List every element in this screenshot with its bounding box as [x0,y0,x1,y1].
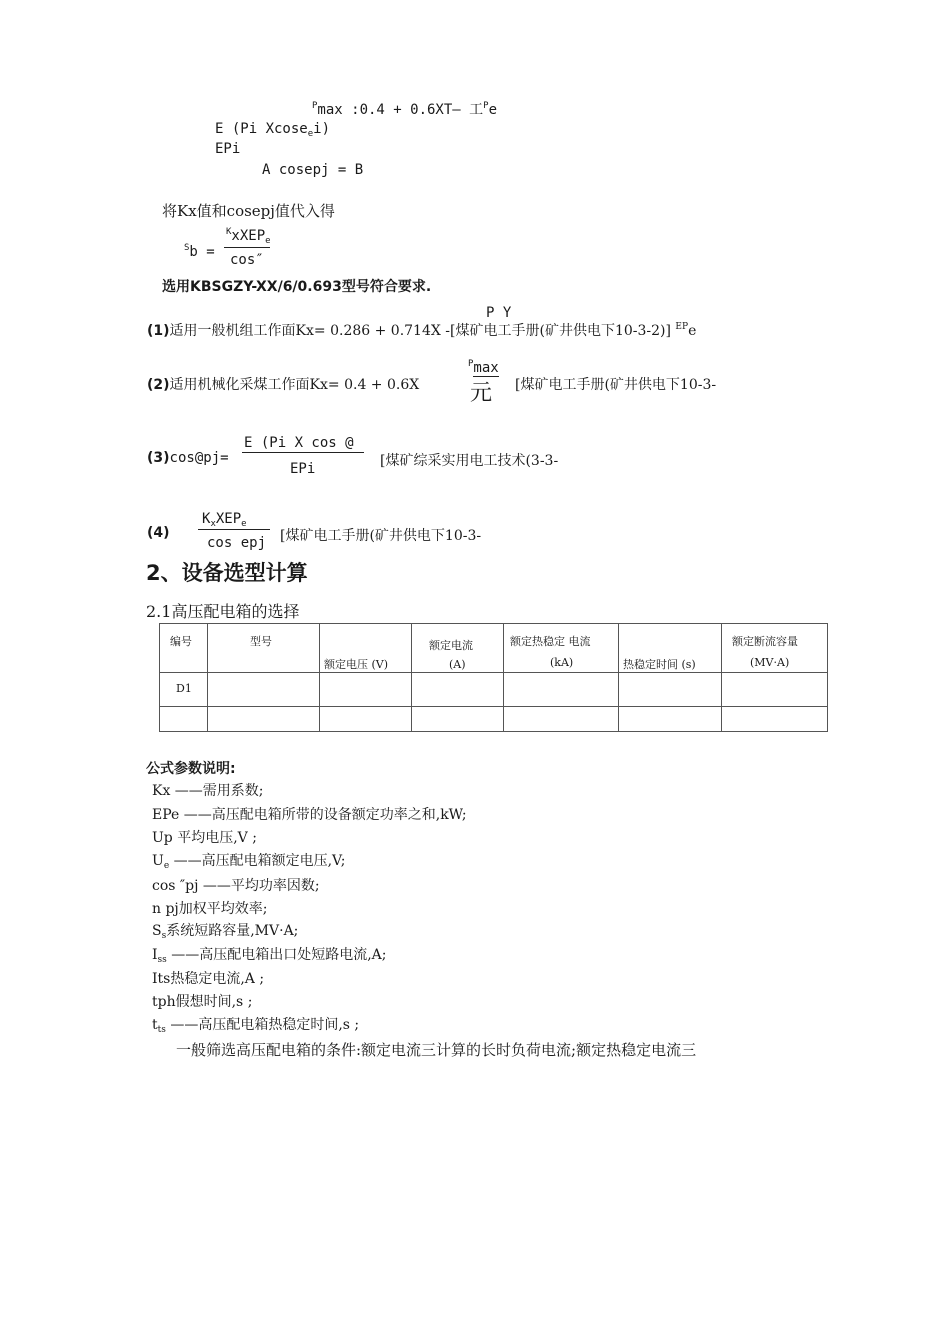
section-subtitle: 2.1高压配电箱的选择 [146,602,300,621]
item1-over-text: P Y [486,305,512,321]
table-cell: D1 [160,673,208,707]
sb-numerator: $^K$xXEP$_e$ [226,227,271,246]
param-line: cos ″pj ——平均功率因数; [152,878,320,894]
table-cell [320,673,412,707]
item3-lhs: (3)cos@pj= [147,450,229,466]
header-breaking-capacity-unit: (MV·A) [750,656,790,669]
param-line: Its热稳定电流,A ; [152,971,265,987]
item2-reference: [煤矿电工手册(矿井供电下10-3- [515,377,717,393]
item3-numerator: E (Pi X cos @ [244,435,354,451]
param-line: $U_e$ ——高压配电箱额定电压,V; [152,853,346,871]
table-row [160,673,828,707]
item4-denominator: cos epj [207,535,267,551]
param-line: Up 平均电压,V ; [152,830,257,846]
item1-line: (1)适用一般机组工作面Kx= 0.286 + 0.714X -[煤矿电工手册(矿井供电下10-3-2)] $^{EP}$e [147,322,697,339]
header-number: 编号 [170,635,192,648]
item2-frac-denominator: 元 [470,381,493,406]
item4-number: (4) [147,525,170,541]
table-cell [320,707,412,732]
param-line: n pj加权平均效率; [152,901,268,917]
table-cell [504,673,619,707]
param-line: $t_{ts}$ ——高压配电箱热稳定时间,s ; [152,1017,360,1035]
table-header-row [160,624,828,673]
item2-line: (2)适用机械化采煤工作面Kx= 0.4 + 0.6X [147,377,420,393]
params-title: 公式参数说明: [146,761,236,777]
cos-denominator: EPi [215,141,241,157]
header-thermal-current-unit: (kA) [550,656,574,669]
header-thermal-time: 热稳定时间 (s) [623,658,696,671]
table-cell [412,673,504,707]
cos-numerator: E (Pi Xcose$_e$i) [215,121,330,139]
table-cell [208,707,320,732]
sb-fraction-bar [224,247,270,248]
cos-result: A cosepj = B [262,162,364,178]
item2-frac-numerator: $^P$max [468,359,499,376]
param-line: $I_{ss}$ ——高压配电箱出口处短路电流,A; [152,947,387,965]
param-line: Kx ——需用系数; [152,783,264,799]
distribution-box-table [159,623,828,732]
param-line: EPe ——高压配电箱所带的设备额定功率之和,kW; [152,807,467,823]
param-line: $S_s$系统短路容量,MV·A; [152,923,299,941]
table-cell [160,707,208,732]
param-line: tph假想时间,s ; [152,994,253,1010]
table-cell [722,707,828,732]
header-rated-current-unit: (A) [449,658,466,671]
selection-note: 选用KBSGZY-XX/6/0.693型号符合要求. [162,279,432,295]
table-cell [412,707,504,732]
item3-fraction-bar [242,452,364,453]
table-row [160,707,828,732]
table-cell [722,673,828,707]
section-title: 2、设备选型计算 [146,561,308,585]
header-breaking-capacity: 额定断流容量 [732,635,798,648]
header-rated-voltage: 额定电压 (V) [324,658,389,671]
sb-lhs: $^S$b = [184,243,215,260]
item3-denominator: EPi [290,461,316,477]
table-cell [208,673,320,707]
sb-denominator: cos″ [230,252,264,268]
kx-max-formula: $^P$max :0.4 + 0.6XT— 工$^P$e [312,101,497,118]
header-rated-current: 额定电流 [429,639,473,652]
item4-reference: [煤矿电工手册(矿井供电下10-3- [280,528,482,544]
item3-reference: [煤矿综采实用电工技术(3-3- [380,453,559,469]
substitute-text: 将Kx值和cosepj值代入得 [162,202,335,220]
header-model: 型号 [250,635,272,648]
table-cell [504,707,619,732]
table-cell [619,707,722,732]
item4-numerator: $K_xXEP_e$ [202,511,247,529]
item4-fraction-bar [198,529,270,530]
header-thermal-current: 额定热稳定 电流 [510,635,591,648]
closing-paragraph: 一般筛选高压配电箱的条件:额定电流三计算的长时负荷电流;额定热稳定电流三 [176,1041,697,1059]
table-cell [619,673,722,707]
